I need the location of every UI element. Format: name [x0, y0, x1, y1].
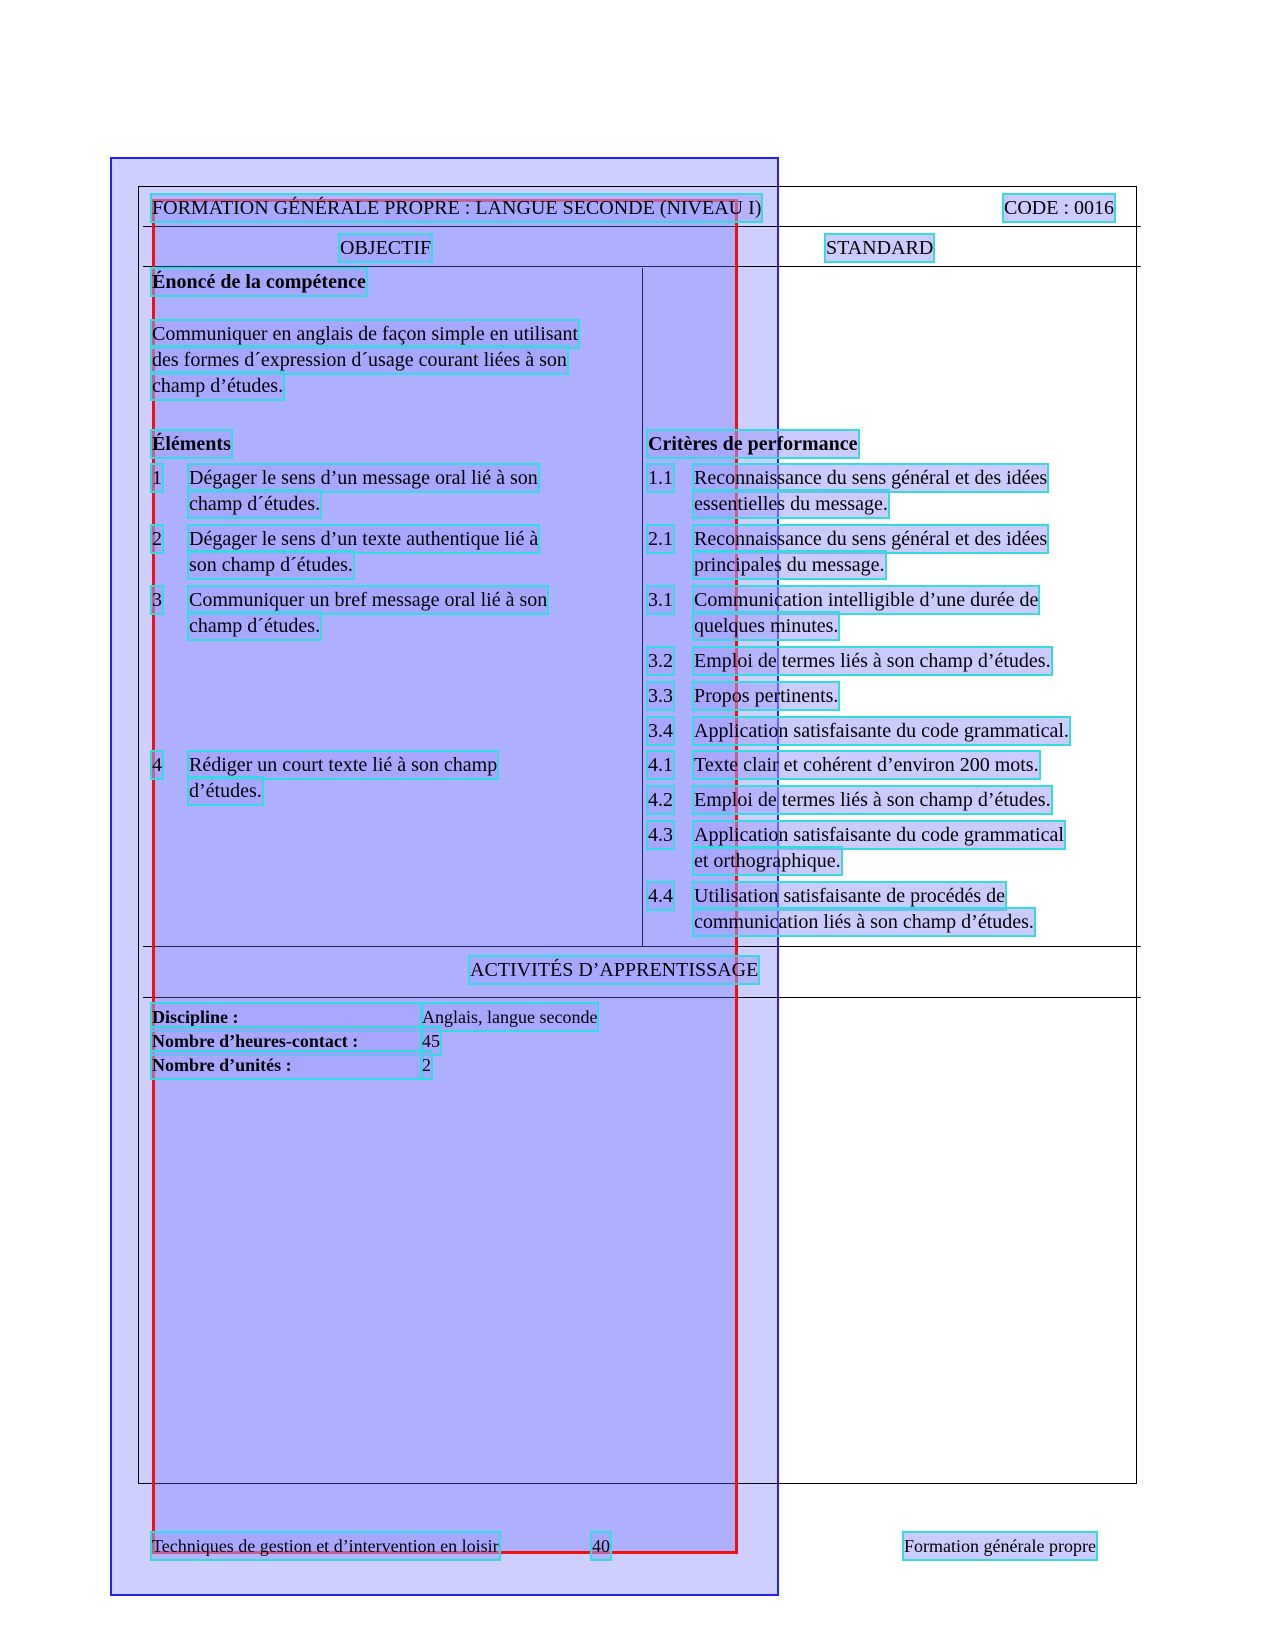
element-line: d’études. — [189, 780, 262, 802]
footer-left: Techniques de gestion et d’intervention en loisir — [152, 1533, 499, 1559]
critere-line: quelques minutes. — [694, 615, 839, 637]
objectif-header: OBJECTIF — [340, 237, 432, 259]
element-number: 2 — [152, 528, 162, 550]
critere-line: Emploi de termes liés à son champ d’études. — [694, 650, 1051, 672]
critere-line: Texte clair et cohérent d’environ 200 mots. — [694, 754, 1039, 776]
element-line: champ d´études. — [189, 615, 321, 637]
critere-line: Emploi de termes liés à son champ d’études. — [694, 789, 1051, 811]
element-line: Dégager le sens d’un texte authentique lié à — [189, 528, 539, 550]
heures-value: 45 — [422, 1028, 440, 1054]
critere-number: 3.1 — [648, 589, 673, 611]
critere-line: Application satisfaisante du code grammatical — [694, 824, 1064, 846]
element-number: 1 — [152, 467, 162, 489]
critere-line: principales du message. — [694, 554, 885, 576]
element-line: Communiquer un bref message oral lié à son — [189, 589, 548, 611]
critere-line: Reconnaissance du sens général et des idées — [694, 467, 1048, 489]
competence-line: Communiquer en anglais de façon simple en utilisant — [152, 323, 579, 345]
element-line: Dégager le sens d’un message oral lié à son — [189, 467, 538, 489]
page-number: 40 — [592, 1533, 610, 1559]
elements-heading: Éléments — [152, 433, 231, 455]
critere-line: Utilisation satisfaisante de procédés de — [694, 885, 1006, 907]
document-code: CODE : 0016 — [1004, 197, 1114, 219]
critere-number: 3.3 — [648, 685, 673, 707]
unites-label: Nombre d’unités : — [152, 1052, 422, 1078]
critere-line: essentielles du message. — [694, 493, 888, 515]
annotation-region-red — [152, 199, 738, 1554]
element-number: 4 — [152, 754, 162, 776]
footer-right: Formation générale propre — [904, 1533, 1096, 1559]
discipline-value: Anglais, langue seconde — [422, 1004, 597, 1030]
critere-number: 4.3 — [648, 824, 673, 846]
standard-header: STANDARD — [826, 237, 934, 259]
critere-number: 1.1 — [648, 467, 673, 489]
competence-heading: Énoncé de la compétence — [152, 271, 366, 293]
heures-label: Nombre d’heures-contact : — [152, 1028, 422, 1054]
activites-heading: ACTIVITÉS D’APPRENTISSAGE — [470, 959, 759, 981]
element-number: 3 — [152, 589, 162, 611]
critere-number: 4.2 — [648, 789, 673, 811]
unites-value: 2 — [422, 1052, 431, 1078]
element-line: champ d´études. — [189, 493, 321, 515]
critere-number: 2.1 — [648, 528, 673, 550]
critere-number: 3.4 — [648, 720, 673, 742]
critere-line: Communication intelligible d’une durée de — [694, 589, 1039, 611]
critere-line: Propos pertinents. — [694, 685, 839, 707]
critere-number: 4.1 — [648, 754, 673, 776]
critere-line: communication liés à son champ d’études. — [694, 911, 1034, 933]
competence-line: champ d’études. — [152, 375, 284, 397]
element-line: Rédiger un court texte lié à son champ — [189, 754, 498, 776]
critere-line: Application satisfaisante du code grammatical. — [694, 720, 1069, 742]
element-line: son champ d´études. — [189, 554, 353, 576]
critere-line: et orthographique. — [694, 850, 841, 872]
critere-number: 3.2 — [648, 650, 673, 672]
discipline-label: Discipline : — [152, 1004, 422, 1030]
critere-line: Reconnaissance du sens général et des idées — [694, 528, 1048, 550]
critere-number: 4.4 — [648, 885, 673, 907]
criteres-heading: Critères de performance — [648, 433, 858, 455]
competence-line: des formes d´expression d´usage courant liées à son — [152, 349, 567, 371]
document-title: FORMATION GÉNÉRALE PROPRE : LANGUE SECONDE (NIVEAU I) — [152, 197, 762, 219]
